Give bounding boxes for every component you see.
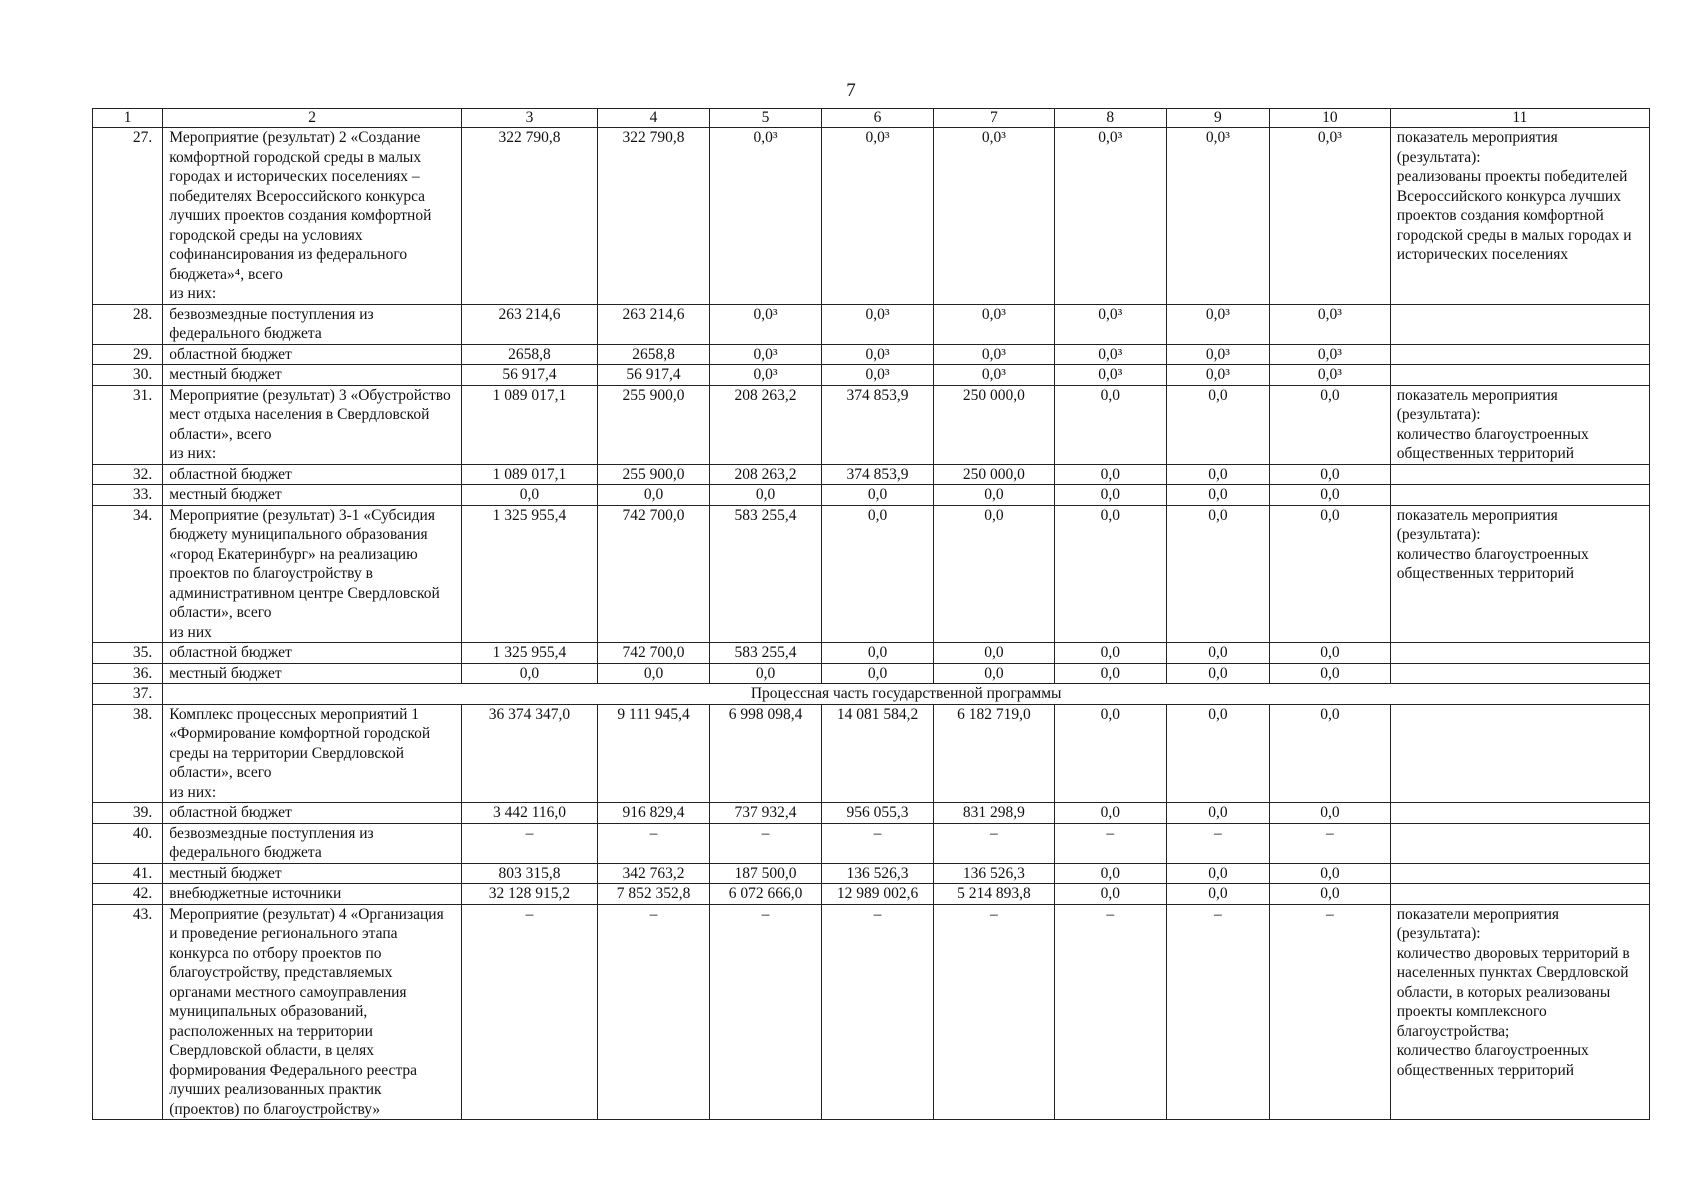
value-v3: 1 325 955,4 <box>461 505 597 643</box>
value-v4: 7 852 352,8 <box>598 884 710 905</box>
value-v9: 0,0 <box>1166 643 1269 664</box>
value-v3: 3 442 116,0 <box>461 803 597 824</box>
table-row <box>93 643 1650 664</box>
value-v10: 0,0 <box>1269 663 1390 684</box>
value-v10: 0,0 <box>1269 803 1390 824</box>
value-v7: – <box>934 823 1055 863</box>
value-v4: 263 214,6 <box>598 304 710 344</box>
value-v6: – <box>822 904 934 1120</box>
section-title: Процессная часть государственной программы <box>163 684 1650 705</box>
value-v9: 0,0 <box>1166 803 1269 824</box>
value-v7: 0,0 <box>934 485 1055 506</box>
value-v4: 742 700,0 <box>598 643 710 664</box>
value-v3: 322 790,8 <box>461 128 597 305</box>
row-number: 27. <box>93 128 163 305</box>
item-name: местный бюджет <box>163 663 462 684</box>
page-number: 7 <box>846 80 856 101</box>
value-v5: 0,0³ <box>710 128 822 305</box>
table-row <box>93 863 1650 884</box>
value-v10: – <box>1269 823 1390 863</box>
value-v8: – <box>1054 904 1166 1120</box>
table-row <box>93 884 1650 905</box>
value-v8: 0,0 <box>1054 863 1166 884</box>
value-v4: 0,0 <box>598 485 710 506</box>
value-v9: 0,0 <box>1166 505 1269 643</box>
value-v4: 255 900,0 <box>598 385 710 464</box>
value-v3: 263 214,6 <box>461 304 597 344</box>
table-row <box>93 485 1650 506</box>
row-number: 43. <box>93 904 163 1120</box>
value-v6: 0,0 <box>822 505 934 643</box>
value-v3: 1 089 017,1 <box>461 464 597 485</box>
value-v6: 14 081 584,2 <box>822 704 934 803</box>
value-v10: 0,0³ <box>1269 365 1390 386</box>
indicator-note <box>1390 464 1649 485</box>
value-v3: – <box>461 904 597 1120</box>
column-header: 10 <box>1269 109 1390 128</box>
table-row <box>93 304 1650 344</box>
value-v7: 0,0 <box>934 505 1055 643</box>
table-row <box>93 365 1650 386</box>
column-header: 1 <box>93 109 163 128</box>
value-v6: – <box>822 823 934 863</box>
value-v7: – <box>934 904 1055 1120</box>
indicator-note <box>1390 344 1649 365</box>
value-v3: 56 917,4 <box>461 365 597 386</box>
table-row <box>93 128 1650 305</box>
value-v5: 0,0³ <box>710 304 822 344</box>
row-number: 32. <box>93 464 163 485</box>
value-v6: 956 055,3 <box>822 803 934 824</box>
value-v10: 0,0 <box>1269 485 1390 506</box>
value-v6: 0,0 <box>822 485 934 506</box>
value-v7: 0,0³ <box>934 128 1055 305</box>
value-v5: 208 263,2 <box>710 385 822 464</box>
value-v5: – <box>710 904 822 1120</box>
value-v9: 0,0 <box>1166 464 1269 485</box>
value-v7: 0,0 <box>934 643 1055 664</box>
value-v4: 916 829,4 <box>598 803 710 824</box>
value-v4: 342 763,2 <box>598 863 710 884</box>
value-v9: 0,0 <box>1166 704 1269 803</box>
value-v8: 0,0 <box>1054 643 1166 664</box>
value-v10: 0,0 <box>1269 704 1390 803</box>
row-number: 41. <box>93 863 163 884</box>
value-v5: 0,0³ <box>710 365 822 386</box>
column-header: 5 <box>710 109 822 128</box>
column-header: 2 <box>163 109 462 128</box>
value-v3: 32 128 915,2 <box>461 884 597 905</box>
row-number: 39. <box>93 803 163 824</box>
item-name: безвозмездные поступления из федерального бюджета <box>163 304 462 344</box>
value-v5: 583 255,4 <box>710 505 822 643</box>
item-name: местный бюджет <box>163 863 462 884</box>
value-v8: 0,0³ <box>1054 304 1166 344</box>
value-v5: 0,0 <box>710 485 822 506</box>
row-number: 38. <box>93 704 163 803</box>
value-v6: 136 526,3 <box>822 863 934 884</box>
value-v7: 136 526,3 <box>934 863 1055 884</box>
value-v4: 9 111 945,4 <box>598 704 710 803</box>
indicator-note <box>1390 304 1649 344</box>
value-v8: 0,0 <box>1054 464 1166 485</box>
value-v10: – <box>1269 904 1390 1120</box>
indicator-note: показатель мероприятия (результата): количество благоустроенных общественных территорий <box>1390 385 1649 464</box>
value-v5: 737 932,4 <box>710 803 822 824</box>
row-number: 36. <box>93 663 163 684</box>
row-number: 29. <box>93 344 163 365</box>
column-header: 4 <box>598 109 710 128</box>
indicator-note: показатель мероприятия (результата): реализованы проекты победителей Всероссийского конкурса лучших проектов создания комфортной городской среды в малых городах и исторических поселениях <box>1390 128 1649 305</box>
value-v4: 0,0 <box>598 663 710 684</box>
item-name: Мероприятие (результат) 2 «Создание комфортной городской среды в малых городах и исторических поселениях – победителях Всероссийского конкурса лучших проектов создания комфортной городской среды на условиях софинансирования из федерального бюджета»⁴, всего из них: <box>163 128 462 305</box>
column-header: 6 <box>822 109 934 128</box>
value-v3: – <box>461 823 597 863</box>
value-v6: 0,0³ <box>822 128 934 305</box>
value-v3: 0,0 <box>461 663 597 684</box>
value-v9: – <box>1166 904 1269 1120</box>
value-v10: 0,0 <box>1269 464 1390 485</box>
value-v6: 0,0³ <box>822 365 934 386</box>
value-v10: 0,0 <box>1269 863 1390 884</box>
value-v3: 1 089 017,1 <box>461 385 597 464</box>
value-v10: 0,0³ <box>1269 344 1390 365</box>
row-number: 40. <box>93 823 163 863</box>
value-v7: 831 298,9 <box>934 803 1055 824</box>
budget-table <box>92 108 1650 1120</box>
value-v7: 5 214 893,8 <box>934 884 1055 905</box>
value-v9: 0,0 <box>1166 485 1269 506</box>
item-name: Мероприятие (результат) 4 «Организация и проведение регионального этапа конкурса по отбору проектов по благоустройству, представляемых органами местного самоуправления муниципальных образований, расположенных на территории Свердловской области, в целях формирования Федерального реестра лучших реализованных практик (проектов) по благоустройству» <box>163 904 462 1120</box>
value-v8: 0,0 <box>1054 704 1166 803</box>
value-v8: – <box>1054 823 1166 863</box>
indicator-note <box>1390 704 1649 803</box>
row-number: 35. <box>93 643 163 664</box>
column-number-header-row <box>93 109 1650 128</box>
value-v5: – <box>710 823 822 863</box>
value-v6: 0,0³ <box>822 344 934 365</box>
value-v8: 0,0³ <box>1054 344 1166 365</box>
value-v5: 583 255,4 <box>710 643 822 664</box>
value-v4: 322 790,8 <box>598 128 710 305</box>
value-v8: 0,0 <box>1054 485 1166 506</box>
row-number: 37. <box>93 684 163 705</box>
item-name: местный бюджет <box>163 485 462 506</box>
item-name: местный бюджет <box>163 365 462 386</box>
table-row <box>93 823 1650 863</box>
value-v3: 803 315,8 <box>461 863 597 884</box>
column-header: 9 <box>1166 109 1269 128</box>
value-v7: 0,0³ <box>934 344 1055 365</box>
value-v3: 1 325 955,4 <box>461 643 597 664</box>
item-name: Мероприятие (результат) 3-1 «Субсидия бюджету муниципального образования «город Екатеринбург» на реализацию проектов по благоустройству в административном центре Свердловской области», всего из них <box>163 505 462 643</box>
item-name: областной бюджет <box>163 803 462 824</box>
item-name: безвозмездные поступления из федерального бюджета <box>163 823 462 863</box>
value-v6: 0,0 <box>822 663 934 684</box>
indicator-note <box>1390 803 1649 824</box>
value-v9: 0,0³ <box>1166 365 1269 386</box>
value-v3: 36 374 347,0 <box>461 704 597 803</box>
value-v5: 187 500,0 <box>710 863 822 884</box>
item-name: областной бюджет <box>163 464 462 485</box>
value-v7: 250 000,0 <box>934 385 1055 464</box>
indicator-note <box>1390 485 1649 506</box>
value-v10: 0,0³ <box>1269 128 1390 305</box>
value-v9: – <box>1166 823 1269 863</box>
value-v8: 0,0 <box>1054 884 1166 905</box>
row-number: 28. <box>93 304 163 344</box>
indicator-note <box>1390 863 1649 884</box>
value-v6: 0,0³ <box>822 304 934 344</box>
value-v10: 0,0 <box>1269 505 1390 643</box>
value-v7: 250 000,0 <box>934 464 1055 485</box>
column-header: 8 <box>1054 109 1166 128</box>
row-number: 31. <box>93 385 163 464</box>
item-name: Комплекс процессных мероприятий 1 «Формирование комфортной городской среды на территории Свердловской области», всего из них: <box>163 704 462 803</box>
table-row <box>93 704 1650 803</box>
item-name: Мероприятие (результат) 3 «Обустройство мест отдыха населения в Свердловской области», всего из них: <box>163 385 462 464</box>
value-v5: 0,0 <box>710 663 822 684</box>
value-v9: 0,0 <box>1166 884 1269 905</box>
value-v7: 0,0³ <box>934 304 1055 344</box>
value-v6: 374 853,9 <box>822 385 934 464</box>
value-v3: 0,0 <box>461 485 597 506</box>
value-v5: 6 998 098,4 <box>710 704 822 803</box>
value-v4: – <box>598 904 710 1120</box>
value-v4: – <box>598 823 710 863</box>
column-header: 11 <box>1390 109 1649 128</box>
value-v9: 0,0 <box>1166 663 1269 684</box>
value-v10: 0,0 <box>1269 385 1390 464</box>
indicator-note: показатель мероприятия (результата): количество благоустроенных общественных территорий <box>1390 505 1649 643</box>
value-v7: 0,0 <box>934 663 1055 684</box>
row-number: 42. <box>93 884 163 905</box>
table-row <box>93 803 1650 824</box>
table-row <box>93 464 1650 485</box>
value-v4: 255 900,0 <box>598 464 710 485</box>
indicator-note: показатели мероприятия (результата): количество дворовых территорий в населенных пунктах Свердловской области, в которых реализованы проекты комплексного благоустройства; количество благоустроенных общественных территорий <box>1390 904 1649 1120</box>
row-number: 33. <box>93 485 163 506</box>
table-row <box>93 344 1650 365</box>
value-v8: 0,0³ <box>1054 128 1166 305</box>
value-v10: 0,0 <box>1269 643 1390 664</box>
value-v4: 2658,8 <box>598 344 710 365</box>
item-name: внебюджетные источники <box>163 884 462 905</box>
value-v9: 0,0³ <box>1166 344 1269 365</box>
column-header: 3 <box>461 109 597 128</box>
item-name: областной бюджет <box>163 643 462 664</box>
value-v8: 0,0 <box>1054 385 1166 464</box>
value-v4: 56 917,4 <box>598 365 710 386</box>
value-v7: 0,0³ <box>934 365 1055 386</box>
row-number: 34. <box>93 505 163 643</box>
value-v9: 0,0³ <box>1166 304 1269 344</box>
value-v9: 0,0 <box>1166 385 1269 464</box>
value-v7: 6 182 719,0 <box>934 704 1055 803</box>
section-row <box>93 684 1650 705</box>
row-number: 30. <box>93 365 163 386</box>
indicator-note <box>1390 663 1649 684</box>
value-v4: 742 700,0 <box>598 505 710 643</box>
value-v5: 6 072 666,0 <box>710 884 822 905</box>
value-v5: 208 263,2 <box>710 464 822 485</box>
value-v9: 0,0 <box>1166 863 1269 884</box>
table-row <box>93 904 1650 1120</box>
value-v3: 2658,8 <box>461 344 597 365</box>
value-v6: 0,0 <box>822 643 934 664</box>
value-v6: 12 989 002,6 <box>822 884 934 905</box>
value-v8: 0,0³ <box>1054 365 1166 386</box>
value-v8: 0,0 <box>1054 803 1166 824</box>
table-row <box>93 505 1650 643</box>
item-name: областной бюджет <box>163 344 462 365</box>
value-v5: 0,0³ <box>710 344 822 365</box>
column-header: 7 <box>934 109 1055 128</box>
indicator-note <box>1390 884 1649 905</box>
value-v8: 0,0 <box>1054 663 1166 684</box>
table-row <box>93 385 1650 464</box>
indicator-note <box>1390 643 1649 664</box>
indicator-note <box>1390 365 1649 386</box>
value-v8: 0,0 <box>1054 505 1166 643</box>
value-v10: 0,0 <box>1269 884 1390 905</box>
value-v9: 0,0³ <box>1166 128 1269 305</box>
value-v10: 0,0³ <box>1269 304 1390 344</box>
value-v6: 374 853,9 <box>822 464 934 485</box>
indicator-note <box>1390 823 1649 863</box>
table-row <box>93 663 1650 684</box>
